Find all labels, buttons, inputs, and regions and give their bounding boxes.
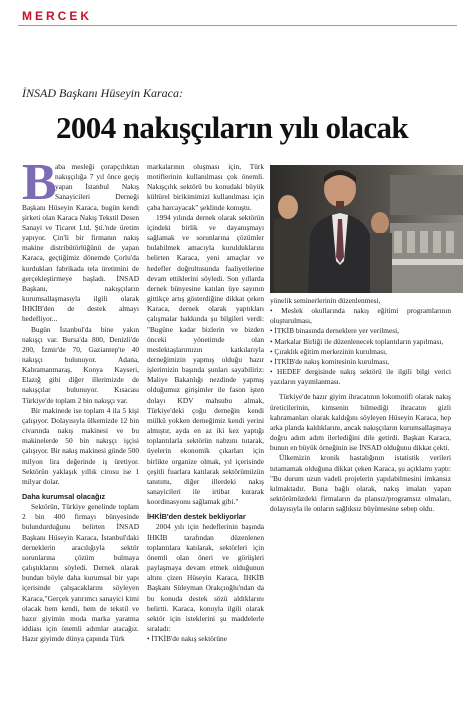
header-rule [18,25,457,26]
paragraph: yönelik seminerlerinin düzenlenmesi, [270,296,381,305]
subheading: Daha kurumsal olacağız [22,492,106,501]
paragraph: 2004 yılı için hedeflerinin başında İHKİB tarafından düzenlenen toplantılara katılarak, sektörleri için önemli olan öneri ve görüşleri paylaşmaya devam etmek olduğunun altını çizen Hüseyin Karaca, İHKİB Başkanı Süleyman Orakçıoğlu'ndan da bu konuda destek sözü aldıklarını belirtti. Karaca, konuyla ilgili olarak sektör için isteklerini şu maddelerle sıraladı: [147,522,264,634]
article-column-2 [147,162,264,712]
paragraph: markalarının oluşması için, Türk motiflerinin kullanılması çok önemli. Nakışçılık sektörü bu konudaki büyük kültürel birikimimizi kullanılması için çaba harcayacak" şeklinde konuştu. [147,162,264,212]
bullet-item: • İTKİB'de nakış sektörüne [147,634,227,644]
bullet-item: • HEDEF dergisinde nakış sektörü ile ilgili bilgi verici yazıların yayımlanması. [270,367,451,387]
drop-cap: B [22,162,57,211]
paragraph: 1994 yılında dernek olarak sektörün içindeki birlik ve dayanışmayı sağlamak ve sorunlarına çözümler bulabilmek amacıyla kurulduklarını belirten Karaca, yeni amaçlar ve hedefler doğrultusunda faaliyetlerine devam ettiklerini söyledi. Son yıllarda dernek bünyesine katılan üye sayının gittikçe artış gösterdiğine dikkat çeken Karaca, dernek olarak yaptıkları çalışmalar hakkında şu bilgileri verdi: "Bugüne kadar bizlerin ve bizden önceki yönetimde olan meslektaşlarımızın katkılarıyla derneğimizin yapmış olduğu hazır işlerimizin başında şunları sayabiliriz: Maliye Bakanlığı nezdinde yapmış olduğumuz girişimler ile fason işten dolayı KDV mahsubu almak, Türkiye'deki çoğu derneğin kendi mülkü yokken derneğimiz kendi yerini almıştır, ayda en az iki kez yaptığı toplantılarla sektörün nabzını tutarak, üyelerin ekonomik çıkarları için birlikte organize olmak, yıl içerisinde çeşitli fuarlara katılarak sektörümüzün tanıtımı, diğer illerdeki nakış sanayicileri ile irtibat kurarak koordinasyonu sağlamak gibi." [147,212,264,507]
paragraph: Ülkemizin kronik hastalığının istatistik verileri tutamamak olduğuna dikkat çeken Karaca, şu açıklamı yaptı: "Bu durum uzun vadeli projelerin yapılabilmesini imkansız kılmaktadır. Buna bağlı olarak, nakış imalatı yapan sektörümüzdeki firmaların da plansız/programsız olmaları, dolayısıyla ile onların sağlıksız büyümesine sebep oldu. [270,453,451,514]
section-label: MERCEK [22,9,93,23]
bullet-item: • Markalar Birliği ile düzenlenecek toplantıların yapılması, [270,336,444,346]
bullet-item: • İTKİB binasında derneklere yer verilmesi, [270,326,399,336]
paragraph: Sektörün, Türkiye genelinde toplam 2 bin 400 firmayı bünyesinde bulundurduğunu belirten İNSAD Başkanı Hüseyin Karaca, İstanbul'daki derneklerin aracılığıyla sektör sorunlarına çözüm bulmaya çalıştıklarını söyledi. Dernek olarak bundan böyle daha kurumsal bir yapı içerisinde çalışacaklarını söyleyen Karaca,"Gerçek yatırımcı sanayici kimi olacak hem kendi, hem de tekstil ve hazır giyimin moda marka yaratma iddiası için önemli adımlar atacağız. Hazır giyimde dünya çapında Türk [22,502,139,644]
headline: 2004 nakışçıların yılı olacak [56,110,409,145]
article-column-3 [270,296,451,712]
subheading: İHKİB'den destek bekliyorlar [147,512,246,522]
paragraph: Türkiye'de hazır giyim ihracatının lokomotifi olarak nakış üreticilerinin, kimsenin bilmediği ihracatın gizli kahramanları olarak kaldığını söyleyen Hüseyin Karaca, hep arka planda kaldıklarını, ancak nakışçıların kurumsallaşmaya doğru adım adım ilerlediğini dile getirdi. Başkan Karaca, bunun en büyük örneğinin ise İNSAD olduğunu dikkat çekti. [270,392,451,453]
bullet-item: • Çıraklık eğitim merkezinin kurulması, [270,346,387,356]
paragraph: Bir makinede ise toplam 4 ila 5 kişi çalışıyor. Dolayısıyla ülkemizde 12 bin civarında nakış makinesi ve bu makinelerde 50 bin nakışçı işçisi çalışıyor. Bir nakış makinesi günde 500 milyon lira değerinde iş üretiyor. Sektörün yaklaşık yıllık cirosu ise 1 milyar dolar. [22,405,139,486]
bullet-item: • İTKİB'de nakış komitesinin kurulması, [270,356,390,366]
paragraph: B aba mesleği çorapçılıktan nakışçılığa 7 yıl önce geçiş yapan İstanbul Nakış Sanayicileri Derneği Başkanı Hüseyin Karaca, bugün kendi şirketi olan Karaca Nakış Tekstil Desen Sanayi ve Ticaret Ltd. Şti.'nde üretim yapıyor. Çin'li bir firmanın nakış makine distribütörlüğünü de yapan Karaca, geçtiğimiz dönemde Çorlu'da kurdukları fabrikada tela üretimini de gerçekleştirmeye başladı. İNSAD Başkanı, nakışçıların kurumsallaşmasıyla ilgili olarak İHKİB'den de destek almayı hedefliyor... [22,162,139,324]
bullet-item: • Meslek okullarında nakış eğitimi programlarının oluşturulması, [270,306,451,326]
photo-illustration [270,165,463,293]
kicker: İNSAD Başkanı Hüseyin Karaca: [22,86,183,100]
paragraph: Bugün İstanbul'da bine yakın nakışçı var. Bursa'da 800, Denizli'de 200, İzmir'de 70, Gaziantep'te 40 nakışçı bulunuyor. Adana, Kahramanmaraş, Konya Kayseri, Elazığ gibi diğer illerimizde de nakışçılar bulunuyor. Kısacası Türkiye'de toplam 2 bin nakışçı var. [22,324,139,405]
article-column-1 [22,162,139,712]
portrait-photo [270,165,463,293]
